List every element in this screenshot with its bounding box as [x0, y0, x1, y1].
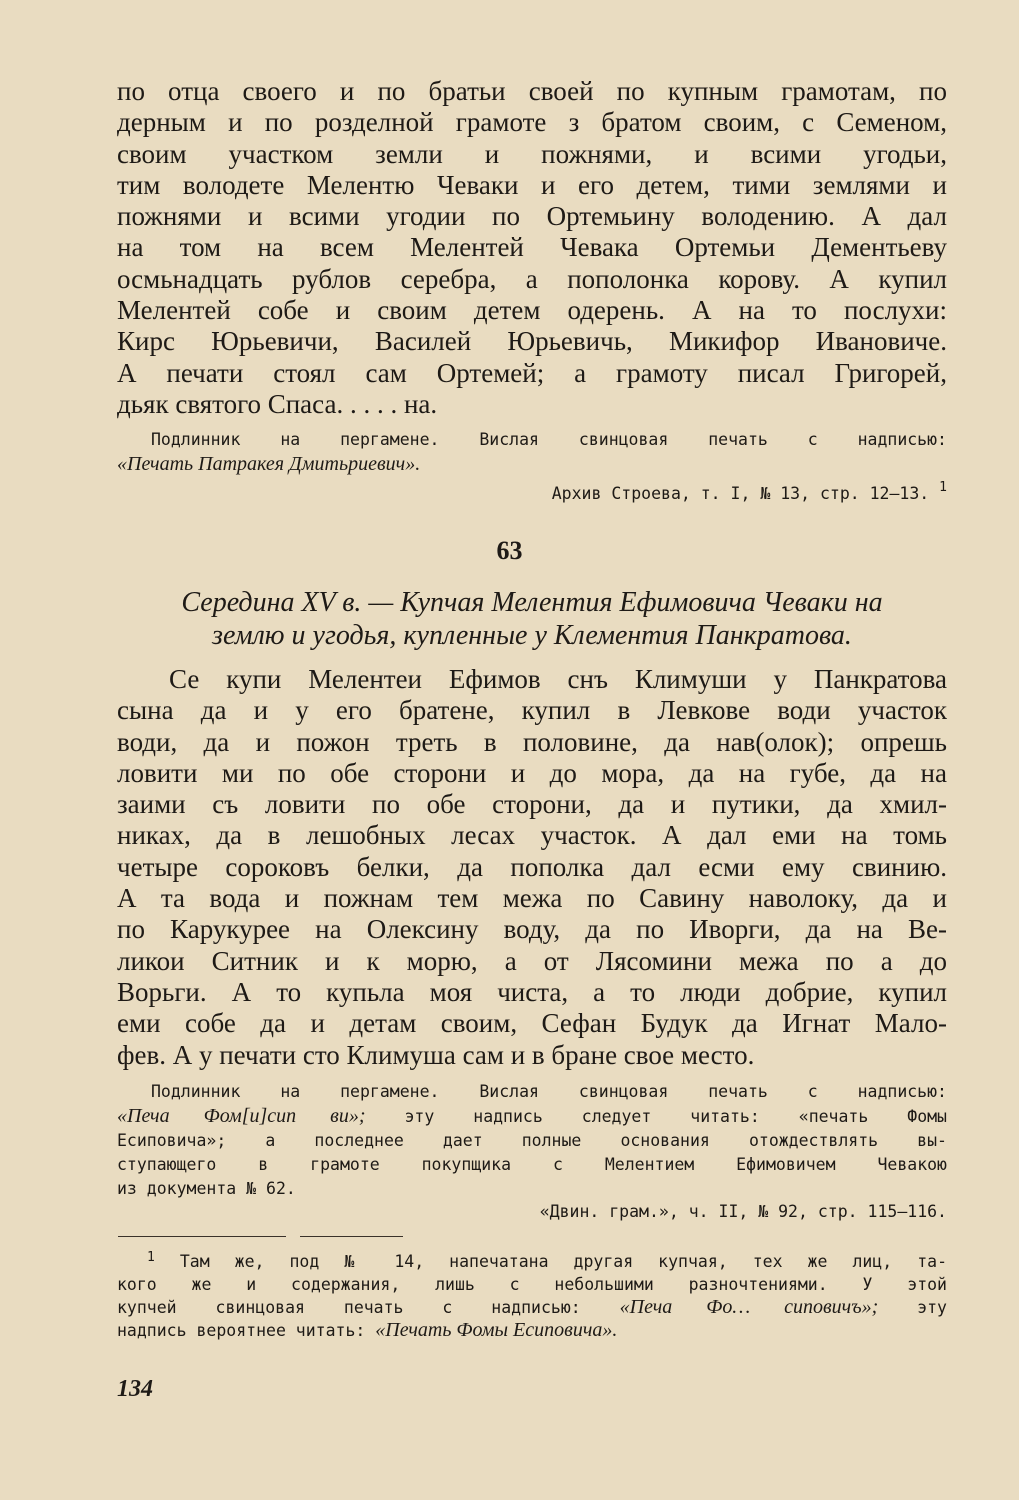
text-line: дерным и по розделной грамоте з братом своим, с Семеном, [117, 107, 947, 138]
text-line: Ворьги. А то купьла моя чиста, а то люди добрие, купил [117, 976, 947, 1007]
footnote-divider [118, 1236, 286, 1237]
note-line: Подлинник на пергамене. Вислая свинцовая печать с надписью: [151, 1082, 947, 1101]
footnote-text: надпись вероятнее читать: [117, 1321, 376, 1340]
text-line: на том на всем Мелентей Чевака Ортемьи Дементьеву [117, 232, 947, 263]
text-line: ловити ми по обе сторони и до мора, да на губе, да на [117, 757, 947, 788]
text-line: осмьнадцать рублов серебра, а пополонка корову. А купил [117, 263, 947, 294]
note-line: из документа № 62. [117, 1179, 296, 1198]
text-line: Се купи Мелентеи Ефимов снъ Климуши у Панкратова [169, 664, 947, 694]
footnote [117, 1250, 947, 1342]
footnote-line [117, 1296, 947, 1319]
text-line: пожнями и всими угодии по Ортемьину володению. А дал [117, 201, 947, 232]
text-line: заими съ ловити по обе сторони, да и путики, да хмил- [117, 789, 947, 820]
text-line: фев. А у печати сто Климуша сам и в бране свое место. [117, 1039, 755, 1070]
text-line: А та вода и пожнам тем межа по Савину наволоку, да и [117, 883, 947, 914]
heading-line: Середина XV в. — Купчая Мелентия Ефимовича Чеваки на [181, 587, 883, 618]
footnote-line [117, 1250, 947, 1273]
note-line [117, 1104, 947, 1129]
seal-inscription: «Печа Фо… сиповичъ»; [619, 1296, 879, 1318]
heading-line: землю и угодья, купленные у Клементия Панкратова. [212, 620, 852, 651]
text-line: еми собе да и детам своим, Сефан Будук да Игнат Мало- [117, 1008, 947, 1039]
note-line: ступающего в грамоте покупщика с Мелентием Ефимовичем Чевакою [117, 1155, 947, 1174]
seal-inscription: «Печать Патракея Дмитьриевич». [117, 453, 421, 475]
document-62-text [117, 76, 947, 420]
footnote-marker: 1 [939, 480, 947, 495]
text-line: ликои Ситник и к морю, а от Лясомини межа по а до [117, 945, 947, 976]
note-text: эту надпись следует читать: «печать Фомы [365, 1107, 947, 1126]
text-line: по Карукурее на Олексину воду, да по Иворги, да на Ве- [117, 914, 947, 945]
text-line: води, да и пожон треть в половине, да нав(олок); опрешь [117, 726, 947, 757]
footnote-text: эту [878, 1298, 947, 1317]
footnote-text: купчей свинцовая печать с надписью: [117, 1298, 620, 1317]
text-line: сына да и у его братене, купил в Левкове води участок [117, 695, 947, 726]
text-line: тим володете Мелентю Чеваки и его детем, тими землями и [117, 169, 947, 200]
document-62-note [117, 428, 947, 477]
text-line: дьяк святого Спаса. . . . . на. [117, 388, 438, 419]
footnote-line [117, 1319, 947, 1342]
document-62-source [551, 480, 947, 503]
text-line: никах, да в лешобных лесах участок. А дал еми на томь [117, 820, 947, 851]
note-line: Подлинник на пергамене. Вислая свинцовая печать с надписью: [151, 430, 947, 449]
document-heading [117, 586, 947, 652]
footnote-marker: 1 [147, 1250, 155, 1265]
source-citation: «Двин. грам.», ч. II, № 92, стр. 115—116. [539, 1202, 947, 1221]
footnote-divider [300, 1236, 403, 1237]
text-line: Кирс Юрьевичи, Василей Юрьевичь, Микифор Ивановиче. [117, 326, 947, 357]
document-63-source [540, 1202, 947, 1221]
note-line [117, 452, 947, 477]
text-line: своим участком земли и пожнями, и всими угодьи, [117, 138, 947, 169]
text-line: Мелентей собе и своим детем одерень. А на то послухи: [117, 295, 947, 326]
document-63-text [117, 664, 947, 1071]
document-number: 63 [496, 536, 523, 565]
footnote-line: кого же и содержания, лишь с небольшими разночтениями. У этой [117, 1275, 947, 1294]
footnote-text: Там же, под № 14, напечатана другая купчая, тех же лиц, та- [154, 1252, 947, 1271]
note-line: Есиповича»; а последнее дает полные основания отождествлять вы- [117, 1131, 947, 1150]
text-line: четыре сороковъ белки, да пополка дал есми ему свинию. [117, 851, 947, 882]
seal-inscription: «Печать Фомы Есиповича». [375, 1319, 618, 1341]
page-number: 134 [117, 1376, 153, 1402]
text-line: по отца своего и по братьи своей по купным грамотам, по [117, 76, 947, 106]
document-63-note [117, 1080, 947, 1201]
source-citation: Архив Строева, т. I, № 13, стр. 12—13. [551, 484, 930, 503]
text-line: А печати стоял сам Ортемей; а грамоту писал Григорей, [117, 357, 947, 388]
seal-inscription: «Печа Фом[и]сип ви»; [117, 1105, 366, 1127]
